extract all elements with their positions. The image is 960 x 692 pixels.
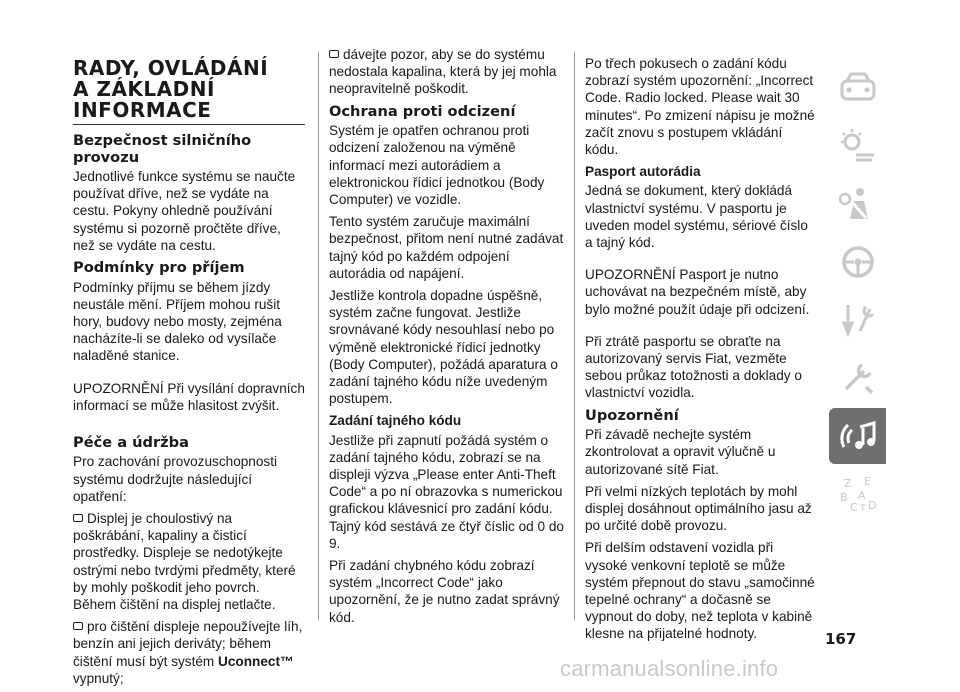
tab-safety[interactable] [829, 176, 886, 232]
heading-warning: Upozornění [585, 406, 679, 424]
bullet-box-icon [329, 50, 339, 58]
watermark: carmanualsonline.info [560, 656, 779, 681]
paragraph-reception: Podmínky příjmu se během jízdy neustále mění. Příjem mohou rušit hory, budovy nebo mosty, zejména nacházíte-li se daleko od vysílače naladěné stanice. [73, 279, 282, 364]
tab-index[interactable] [829, 466, 886, 522]
chapter-title-line-2: A ZÁKLADNÍ [73, 77, 215, 101]
paragraph-warning-3: Při delším odstavení vozidla při vysoké venkovní teplotě se může systém přepnout do stavu „samočinné tepelné ochrany“ a dočasně se vypnout do doby, než teplota v kabině klesne na přijatelné hodnoty. [585, 540, 815, 642]
bullet-cleaning-brand: Uconnect™ [218, 653, 294, 669]
bullet-box-icon [73, 622, 83, 630]
chapter-title-line-3: INFORMACE [73, 98, 212, 122]
column-1 [73, 58, 305, 692]
column-3 [585, 55, 817, 648]
paragraph-reception-warning: UPOZORNĚNÍ Při vysílání dopravních informací se může hlasitost zvýšit. [73, 380, 305, 413]
bullet-display-text: Displej je choulostivý na poškrábání, kapaliny a čisticí prostředky. Displeje se nedotýkejte ostrými nebo tvrdými předměty, které by mohly poškodit jeho povrch. Během čištění na displej netlačte. [73, 511, 296, 613]
bullet-cleaning [73, 618, 305, 687]
heading-passport: Pasport autorádia [585, 164, 701, 180]
heading-code: Zadání tajného kódu [329, 413, 462, 429]
paragraph-security: Jednotlivé funkce systému se naučte používat dříve, než se vydáte na cestu. Pokyny ohledně používání systému si pozorně pročtěte dříve, než se vydáte na cestu. [73, 169, 296, 253]
paragraph-code-1: Jestliže při zapnutí požádá systém o zadání tajného kódu, zobrazí se na displeji výzva „Please enter Anti-Theft Code“ a po ní obrazovka s numerickou grafickou klávesnicí pro zadání kódu. Tajný kód sestává ze čtyř číslic od 0 do 9. [329, 432, 564, 551]
tab-lights[interactable] [829, 118, 886, 174]
svg-text:Z: Z [843, 477, 852, 490]
chapter-tabs [829, 60, 886, 524]
column-separator-2 [574, 52, 575, 620]
bullet-cleaning-text-start: pro čištění displeje nepoužívejte líh, benzín ani jejich deriváty; během čištění musí být systém [73, 619, 303, 669]
paragraph-code-2: Při zadání chybného kódu zobrazí systém „Incorrect Code“ jako upozornění, že je nutno zadat správný kód. [329, 557, 560, 625]
warning-wrench-icon [838, 301, 878, 339]
tab-dashboard[interactable] [829, 60, 886, 116]
airbag-seatbelt-icon [838, 185, 878, 223]
bullet-liquid-text: dávejte pozor, aby se do systému nedostala kapalina, která by jej mohla neopravitelně poškodit. [329, 47, 557, 97]
steering-wheel-icon [838, 243, 878, 281]
column-2 [329, 46, 565, 631]
multimedia-icon [838, 417, 878, 455]
svg-text:T: T [859, 504, 865, 513]
svg-text:E: E [863, 475, 871, 488]
heading-security: Bezpečnost silničního provozu [73, 132, 252, 166]
paragraph-theft-2: Tento systém zaručuje maximální bezpečnost, přitom není nutné zadávat tajný kód po každém odpojení autorádia od napájení. [329, 214, 564, 281]
tab-multimedia[interactable] [829, 408, 886, 464]
bullet-liquid [329, 46, 565, 98]
tab-driving[interactable] [829, 234, 886, 290]
column-separator-1 [318, 52, 319, 620]
chapter-rule [73, 124, 305, 125]
paragraph-theft-1: Systém je opatřen ochranou proti odcizení založenou na výměně informací mezi autorádiem a elektronickou řídicí jednotkou (Body Computer) ve vozidle. [329, 123, 545, 207]
paragraph-passport-warning: UPOZORNĚNÍ Pasport je nutno uchovávat na bezpečném místě, aby bylo možné použít údaje při odcizení. [585, 267, 810, 317]
index-letters-icon [838, 475, 878, 513]
paragraph-attempts: Po třech pokusech o zadání kódu zobrazí systém upozornění: „Incorrect Code. Radio locked. Please wait 30 minutes“. Po zmizení nápisu je možné začít znovu s postupem vkládání kódu. [585, 56, 815, 158]
heading-theft: Ochrana proti odcizení [329, 102, 516, 120]
chapter-title [73, 58, 305, 121]
paragraph-care: Pro zachování provozuschopnosti systému dodržujte následující opatření: [73, 454, 278, 504]
bullet-box-icon [73, 514, 83, 522]
tools-icon [838, 359, 878, 397]
lights-icon [838, 127, 878, 165]
heading-care: Péče a údržba [73, 433, 189, 451]
paragraph-passport-loss: Při ztrátě pasportu se obraťte na autorizovaný servis Fiat, vezměte sebou průkaz totožnosti a doklady o vlastnictví vozidla. [585, 333, 802, 401]
paragraph-theft-3: Jestliže kontrola dopadne úspěšně, systém začne fungovat. Jestliže srovnávané kódy nesouhlasí nebo po výměně elektronické řídicí jednotky (Body Computer), požádá aparatura o zadání tajného kódu níže uvedeným postupem. [329, 287, 558, 407]
page-number: 167 [825, 630, 857, 648]
bullet-cleaning-text-end: vypnutý; [73, 670, 124, 686]
svg-text:B: B [839, 491, 848, 504]
svg-text:A: A [857, 489, 866, 502]
paragraph-warning-1: Při závadě nechejte systém zkontrolovat a opravit výlučně u autorizované sítě Fiat. [585, 427, 776, 477]
svg-text:D: D [867, 499, 876, 512]
paragraph-warning-2: Při velmi nízkých teplotách by mohl displej dosáhnout optimálního jasu až po určité době provozu. [585, 483, 812, 534]
heading-reception: Podmínky pro příjem [73, 259, 245, 277]
chapter-title-line-1: RADY, OVLÁDÁNÍ [73, 56, 269, 80]
tab-emergency[interactable] [829, 292, 886, 348]
car-dashboard-icon [838, 69, 878, 107]
tab-maintenance[interactable] [829, 350, 886, 406]
bullet-display [73, 510, 305, 613]
paragraph-passport: Jedná se dokument, který dokládá vlastnictví systému. V pasportu je uveden model systému, sériové číslo a tajný kód. [585, 183, 808, 251]
svg-text:C: C [849, 501, 858, 513]
